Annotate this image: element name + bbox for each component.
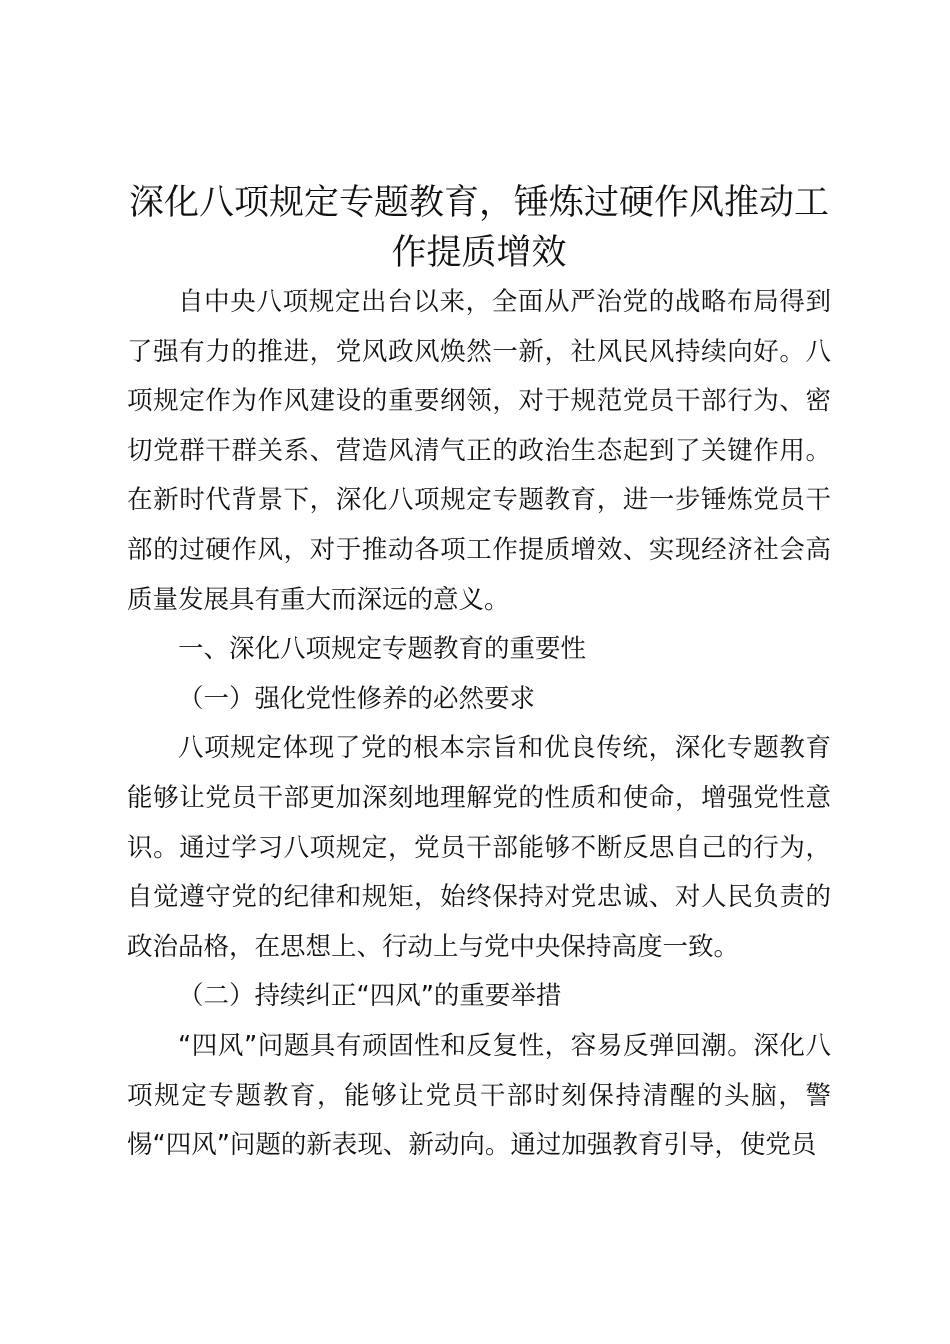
subsection-heading-1: （一）强化党性修养的必然要求	[178, 683, 536, 714]
body-paragraph-1: 八项规定体现了党的根本宗旨和优良传统，深化专题教育能够让党员干部更加深刻地理解党的性质和使命，增强党性意识。通过学习八项规定，党员干部能够不断反思自己的行为，自觉遵守党的纪律和规矩，始终保持对党忠诚、对人民负责的政治品格，在思想上、行动上与党中央保持高度一致。	[127, 733, 831, 962]
section-heading-1: 一、深化八项规定专题教育的重要性	[178, 634, 587, 665]
body-paragraph-2: “四风”问题具有顽固性和反复性，容易反弹回潮。深化八项规定专题教育，能够让党员干部时刻保持清醒的头脑，警惕“四风”问题的新表现、新动向。通过加强教育引导，使党员	[127, 1030, 831, 1161]
document-body	[127, 178, 831, 1171]
subsection-heading-2: （二）持续纠正“四风”的重要举措	[178, 981, 562, 1012]
intro-paragraph: 自中央八项规定出台以来，全面从严治党的战略布局得到了强有力的推进，党风政风焕然一新，社风民风持续向好。八项规定作为作风建设的重要纲领，对于规范党员干部行为、密切党群干群关系、营造风清气正的政治生态起到了关键作用。在新时代背景下，深化八项规定专题教育，进一步锤炼党员干部的过硬作风，对于推动各项工作提质增效、实现经济社会高质量发展具有重大而深远的意义。	[127, 287, 831, 615]
document-title: 深化八项规定专题教育，锤炼过硬作风推动工作提质增效	[128, 183, 829, 273]
